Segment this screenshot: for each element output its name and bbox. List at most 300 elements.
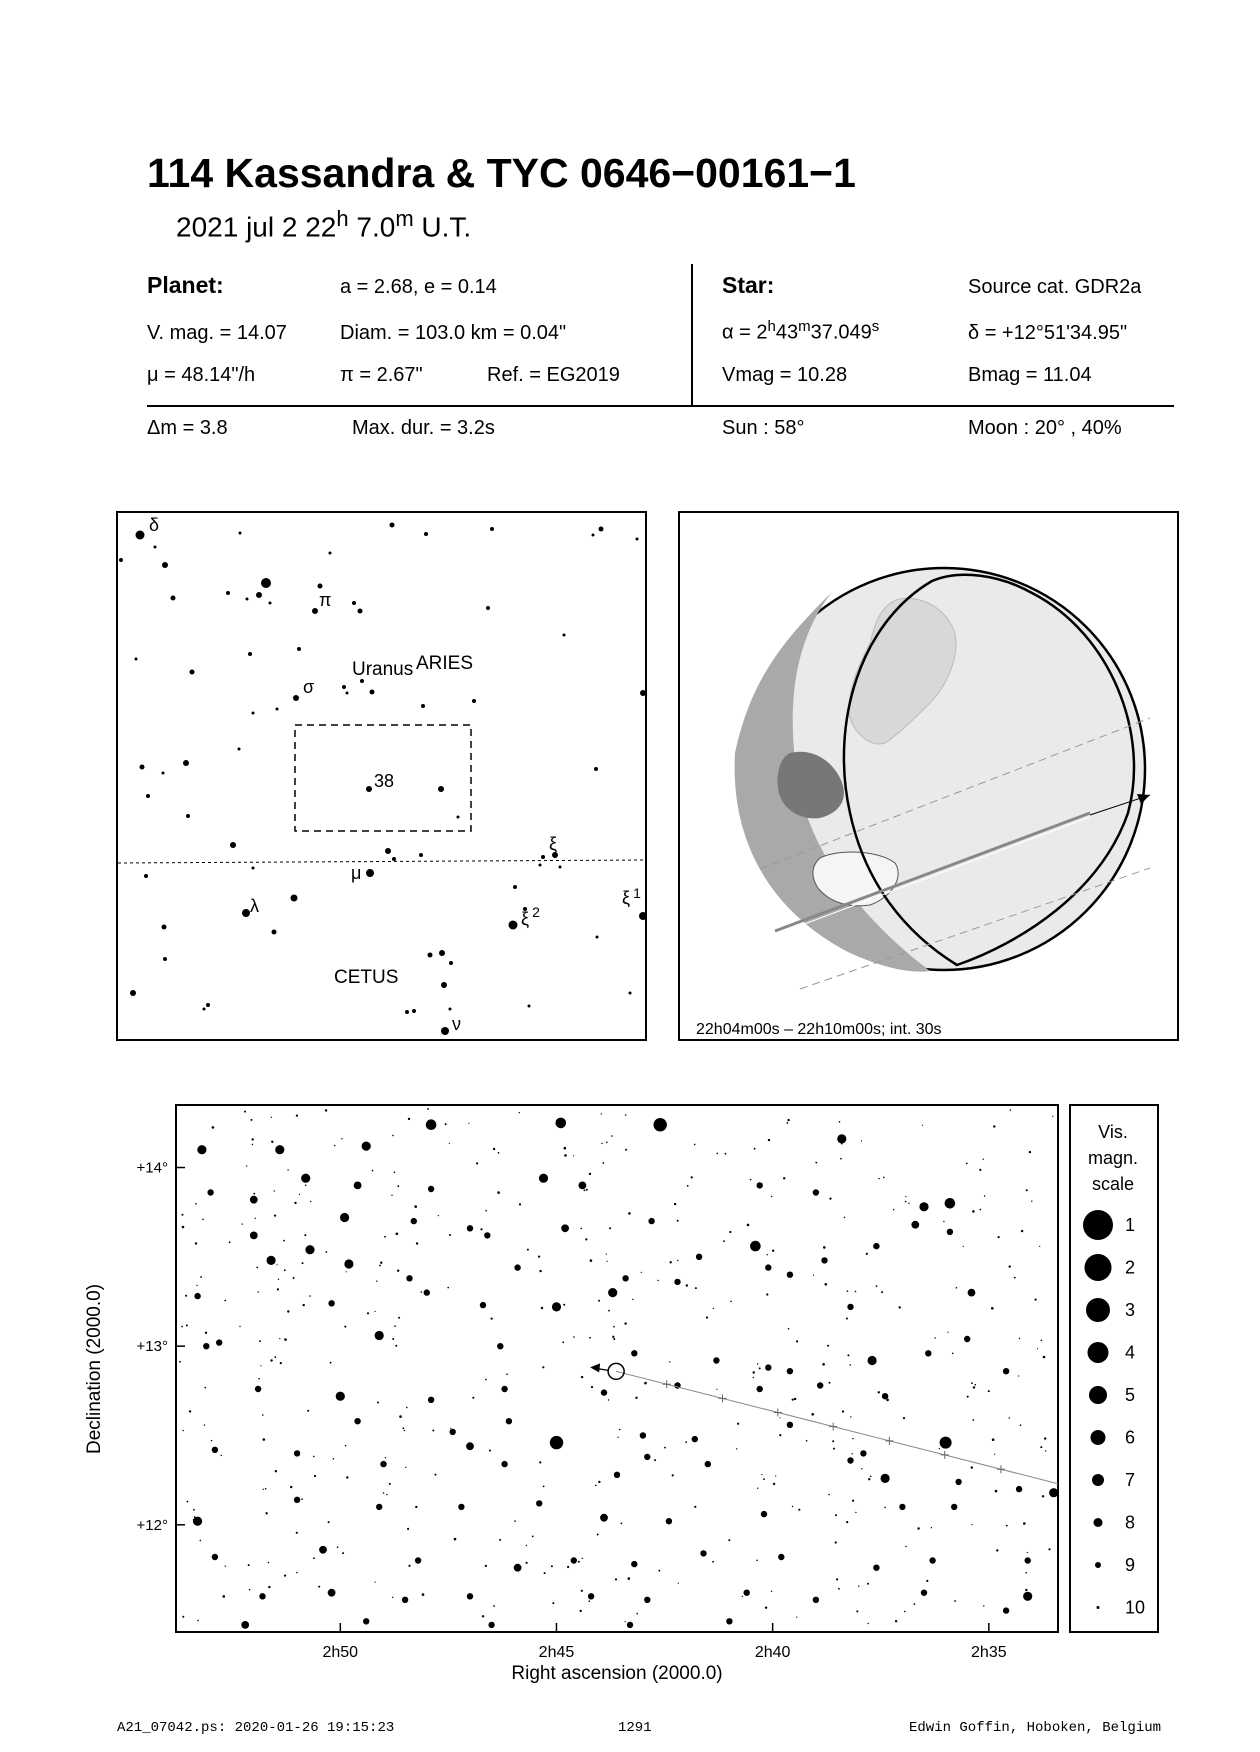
field-star	[726, 1618, 732, 1624]
legend-magnitude-label: 4	[1125, 1342, 1136, 1363]
faint-star	[972, 1524, 973, 1525]
field-star	[259, 1593, 265, 1599]
field-star	[860, 1450, 866, 1456]
field-star	[945, 1198, 956, 1209]
faint-star	[756, 1560, 758, 1562]
field-star	[380, 1461, 386, 1467]
faint-star	[407, 1528, 409, 1530]
faint-star	[395, 1345, 397, 1347]
field-star	[817, 1382, 823, 1388]
faint-star	[931, 1527, 932, 1528]
faint-star	[204, 1424, 205, 1425]
faint-star	[685, 1441, 687, 1443]
faint-star	[421, 1291, 423, 1293]
faint-star	[691, 1176, 693, 1178]
faint-star	[757, 1363, 758, 1364]
faint-star	[635, 1397, 637, 1399]
faint-star	[179, 1361, 181, 1363]
faint-star	[815, 1162, 817, 1164]
faint-star	[712, 1561, 714, 1563]
finder-chart	[116, 511, 647, 1041]
faint-star	[333, 1458, 335, 1460]
earth-globe-svg	[680, 513, 1177, 1039]
faint-star	[716, 1389, 717, 1390]
field-star	[600, 1514, 608, 1522]
faint-star	[1018, 1375, 1019, 1376]
field-star	[744, 1590, 750, 1596]
faint-star	[551, 1565, 553, 1567]
faint-star	[539, 1270, 541, 1272]
field-star	[837, 1134, 846, 1143]
faint-star	[835, 1541, 837, 1543]
faint-star	[713, 1308, 714, 1309]
field-star	[506, 1418, 512, 1424]
faint-star	[926, 1580, 928, 1582]
faint-star	[263, 1438, 266, 1441]
y-tick-label: +14°	[136, 1159, 168, 1177]
faint-star	[287, 1310, 289, 1312]
faint-star	[416, 1242, 418, 1244]
faint-star	[262, 1414, 264, 1416]
faint-star	[742, 1596, 743, 1597]
faint-star	[186, 1324, 188, 1326]
faint-star	[302, 1262, 304, 1264]
faint-star	[202, 1219, 204, 1221]
faint-star	[480, 1228, 482, 1230]
field-star	[501, 1386, 507, 1392]
faint-star	[621, 1523, 623, 1525]
legend-magnitude-label: 2	[1125, 1257, 1136, 1278]
faint-star	[786, 1122, 788, 1124]
faint-star	[983, 1159, 984, 1160]
field-star	[847, 1457, 853, 1463]
field-star	[458, 1504, 464, 1510]
field-star	[241, 1621, 249, 1629]
faint-star	[299, 1194, 300, 1195]
faint-star	[274, 1190, 275, 1191]
faint-star	[641, 1272, 642, 1273]
faint-star	[1048, 1548, 1050, 1550]
field-star	[354, 1182, 362, 1190]
faint-star	[346, 1271, 347, 1272]
legend-title-line2: magn.	[1087, 1148, 1139, 1168]
globe-time-caption: 22h04m00s – 22h10m00s; int. 30s	[696, 1021, 942, 1038]
faint-star	[296, 1572, 298, 1574]
faint-star	[255, 1218, 256, 1219]
field-star	[571, 1557, 577, 1563]
faint-star	[971, 1466, 973, 1468]
faint-star	[847, 1290, 849, 1292]
field-star	[294, 1497, 300, 1503]
faint-star	[468, 1123, 469, 1124]
faint-star	[564, 1154, 567, 1157]
faint-star	[855, 1512, 856, 1513]
faint-star	[280, 1362, 282, 1364]
faint-star	[402, 1427, 404, 1429]
faint-star	[838, 1588, 840, 1590]
faint-star	[939, 1448, 940, 1449]
faint-star	[602, 1162, 604, 1164]
faint-star	[260, 1365, 261, 1366]
faint-star	[725, 1153, 727, 1155]
field-star	[294, 1450, 300, 1456]
footer-page-number: 1291	[618, 1720, 652, 1736]
faint-star	[263, 1489, 264, 1490]
legend-star-dot	[1088, 1342, 1109, 1363]
faint-star	[183, 1430, 184, 1431]
faint-star	[606, 1254, 607, 1255]
faint-star	[398, 1317, 400, 1319]
x-axis-label: Right ascension (2000.0)	[511, 1663, 723, 1684]
faint-star	[657, 1280, 658, 1281]
faint-star	[905, 1196, 906, 1197]
faint-star	[674, 1203, 676, 1205]
faint-star	[847, 1354, 849, 1356]
faint-star	[625, 1114, 627, 1116]
field-star	[765, 1264, 771, 1270]
faint-star	[624, 1322, 626, 1324]
y-axis-label: Declination (2000.0)	[84, 1283, 105, 1455]
faint-star	[1031, 1201, 1032, 1202]
faint-star	[606, 1142, 608, 1144]
faint-star	[325, 1251, 327, 1253]
field-star	[919, 1202, 928, 1211]
field-star	[911, 1221, 919, 1229]
faint-star	[664, 1447, 666, 1449]
star-label-delta: δ	[149, 515, 160, 535]
faint-star	[736, 1448, 737, 1449]
faint-star	[271, 1117, 272, 1118]
faint-star	[828, 1494, 830, 1496]
faint-star	[274, 1356, 276, 1358]
faint-star	[251, 1119, 253, 1121]
faint-star	[754, 1148, 756, 1150]
faint-star	[195, 1203, 197, 1205]
footer-file-info: A21_07042.ps: 2020-01-26 19:15:23	[117, 1720, 395, 1736]
faint-star	[1037, 1348, 1038, 1349]
planet-diameter: Diam. = 103.0 km = 0.04"	[340, 322, 567, 344]
finder-chart-svg	[118, 513, 645, 1039]
faint-star	[438, 1215, 439, 1216]
faint-star	[677, 1260, 678, 1261]
field-star	[402, 1597, 408, 1603]
faint-star	[617, 1437, 618, 1438]
faint-star	[761, 1474, 762, 1475]
faint-star	[678, 1583, 679, 1584]
faint-star	[330, 1362, 332, 1364]
faint-star	[954, 1600, 956, 1602]
field-star	[648, 1218, 654, 1224]
faint-star	[482, 1615, 484, 1617]
faint-star	[543, 1486, 545, 1488]
faint-star	[905, 1546, 906, 1547]
faint-star	[1023, 1522, 1026, 1525]
faint-star	[271, 1141, 273, 1143]
planet-motion: μ = 48.14"/h	[147, 364, 256, 386]
faint-star	[773, 1483, 775, 1485]
faint-star	[485, 1210, 487, 1212]
detail-chart-svg	[84, 1035, 1240, 1725]
field-star	[847, 1304, 853, 1310]
faint-star	[886, 1399, 889, 1402]
faint-star	[472, 1397, 474, 1399]
faint-star	[669, 1361, 670, 1362]
legend-magnitude-label: 1	[1125, 1215, 1136, 1235]
faint-star	[861, 1468, 862, 1469]
field-star	[713, 1357, 719, 1363]
field-star	[765, 1364, 771, 1370]
faint-star	[765, 1607, 767, 1609]
faint-star	[377, 1402, 379, 1404]
faint-star	[763, 1478, 765, 1480]
faint-star	[613, 1338, 615, 1340]
field-star	[363, 1618, 369, 1624]
star-label-mu: μ	[351, 863, 362, 883]
faint-star	[868, 1478, 870, 1480]
faint-star	[1042, 1495, 1044, 1497]
field-star	[501, 1461, 507, 1467]
faint-star	[590, 1259, 593, 1262]
field-star	[1049, 1488, 1058, 1497]
field-star	[964, 1336, 970, 1342]
field-star	[480, 1302, 486, 1308]
faint-star	[1043, 1356, 1046, 1359]
faint-star	[608, 1310, 610, 1312]
faint-star	[375, 1311, 376, 1312]
faint-star	[193, 1519, 194, 1520]
field-star	[873, 1565, 879, 1571]
faint-star	[229, 1241, 231, 1243]
faint-star	[276, 1264, 277, 1265]
faint-star	[389, 1483, 391, 1485]
legend-title-line3: scale	[1091, 1174, 1135, 1194]
faint-star	[578, 1561, 580, 1563]
faint-star	[672, 1474, 674, 1476]
faint-star	[304, 1234, 306, 1236]
constellation-label-aries: ARIES	[416, 653, 474, 674]
star-bmag: Bmag = 11.04	[968, 364, 1092, 386]
faint-star	[952, 1353, 954, 1355]
faint-star	[519, 1203, 521, 1205]
faint-star	[806, 1440, 808, 1442]
faint-star	[963, 1246, 964, 1247]
faint-star	[595, 1485, 597, 1487]
faint-star	[372, 1170, 374, 1172]
legend-magnitude-label: 9	[1125, 1555, 1136, 1575]
star-vmag: Vmag = 10.28	[722, 364, 848, 386]
faint-star	[677, 1220, 679, 1222]
faint-star	[270, 1359, 272, 1361]
faint-star	[514, 1520, 516, 1522]
faint-star	[846, 1521, 848, 1523]
field-star	[488, 1622, 494, 1628]
star-label-lambda: λ	[250, 896, 259, 916]
faint-star	[881, 1291, 883, 1293]
faint-star	[1006, 1525, 1008, 1527]
faint-star	[904, 1611, 906, 1613]
faint-star	[290, 1486, 292, 1488]
faint-star	[619, 1429, 621, 1431]
faint-star	[753, 1377, 754, 1378]
faint-star	[1009, 1417, 1010, 1418]
faint-star	[586, 1189, 588, 1191]
faint-star	[309, 1295, 311, 1297]
faint-star	[303, 1304, 305, 1306]
faint-star	[796, 1617, 797, 1618]
field-star	[787, 1422, 793, 1428]
field-star	[497, 1343, 503, 1349]
faint-star	[305, 1185, 307, 1187]
faint-star	[223, 1595, 226, 1598]
faint-star	[591, 1386, 593, 1388]
faint-star	[325, 1109, 327, 1111]
planet-vmag: V. mag. = 14.07	[147, 322, 287, 344]
star-label-xi: ξ	[549, 834, 558, 854]
sun-elongation: Sun : 58°	[722, 417, 805, 439]
faint-star	[1052, 1116, 1053, 1117]
faint-star	[187, 1501, 189, 1503]
field-star	[550, 1436, 563, 1449]
faint-star	[310, 1201, 311, 1202]
field-star	[467, 1593, 473, 1599]
faint-star	[328, 1521, 330, 1523]
faint-star	[197, 1620, 199, 1622]
faint-star	[861, 1140, 862, 1141]
faint-star	[598, 1481, 600, 1483]
field-star	[750, 1241, 761, 1252]
planet-label-uranus: Uranus	[352, 659, 414, 680]
field-star	[614, 1472, 620, 1478]
faint-star	[408, 1118, 410, 1120]
field-star	[947, 1229, 953, 1235]
faint-star	[996, 1549, 998, 1551]
field-star	[757, 1182, 763, 1188]
field-star	[267, 1256, 276, 1265]
faint-star	[573, 1155, 574, 1156]
faint-star	[581, 1590, 583, 1592]
faint-star	[275, 1470, 277, 1472]
faint-star	[771, 1591, 772, 1592]
earth-globe-panel	[678, 511, 1179, 1041]
faint-star	[313, 1557, 315, 1559]
field-star	[197, 1145, 206, 1154]
faint-star	[181, 1326, 183, 1328]
field-star	[203, 1343, 209, 1349]
faint-star	[296, 1532, 298, 1534]
faint-star	[768, 1139, 770, 1141]
field-star	[212, 1554, 218, 1560]
field-star	[250, 1196, 258, 1204]
faint-star	[182, 1616, 184, 1618]
faint-star	[552, 1602, 554, 1604]
faint-star	[608, 1399, 609, 1400]
faint-star	[794, 1398, 796, 1400]
legend-magnitude-label: 7	[1125, 1470, 1136, 1490]
faint-star	[687, 1185, 689, 1187]
faint-star	[822, 1363, 825, 1366]
field-star	[328, 1589, 336, 1597]
legend-star-dot	[1097, 1606, 1100, 1609]
faint-star	[829, 1382, 831, 1384]
faint-star	[1025, 1572, 1027, 1574]
faint-star	[1044, 1437, 1046, 1439]
faint-star	[567, 1566, 569, 1568]
faint-star	[283, 1240, 285, 1242]
field-star	[787, 1272, 793, 1278]
faint-star	[449, 1234, 451, 1236]
faint-star	[694, 1506, 696, 1508]
faint-star	[723, 1240, 725, 1242]
star-heading: Star:	[722, 272, 775, 298]
faint-star	[1045, 1450, 1046, 1451]
field-star	[561, 1224, 569, 1232]
field-star	[428, 1397, 434, 1403]
faint-star	[895, 1620, 897, 1622]
faint-star	[384, 1236, 386, 1238]
field-star	[696, 1254, 702, 1260]
faint-star	[392, 1338, 394, 1340]
faint-star	[868, 1623, 869, 1624]
field-star	[1016, 1486, 1022, 1492]
faint-star	[1021, 1230, 1023, 1232]
faint-star	[449, 1143, 450, 1144]
legend-star-dot	[1085, 1254, 1112, 1281]
field-star	[375, 1331, 384, 1340]
legend-title-line1: Vis.	[1098, 1122, 1128, 1142]
faint-star	[694, 1144, 696, 1146]
faint-star	[485, 1565, 487, 1567]
faint-star	[318, 1586, 320, 1588]
faint-star	[972, 1210, 975, 1213]
faint-star	[967, 1396, 969, 1398]
faint-star	[296, 1115, 298, 1117]
faint-star	[294, 1202, 296, 1204]
field-star	[692, 1436, 698, 1442]
field-star	[344, 1259, 353, 1268]
field-star	[666, 1518, 672, 1524]
faint-star	[1025, 1589, 1027, 1591]
faint-star	[394, 1172, 396, 1174]
field-star	[450, 1429, 456, 1435]
faint-star	[212, 1126, 215, 1129]
faint-star	[1035, 1299, 1037, 1301]
faint-star	[737, 1423, 739, 1425]
planet-reference: Ref. = EG2019	[487, 364, 620, 386]
faint-star	[344, 1326, 346, 1328]
faint-star	[405, 1467, 406, 1468]
field-star	[622, 1275, 628, 1281]
faint-star	[301, 1498, 303, 1500]
faint-star	[182, 1214, 184, 1216]
legend-star-dot	[1095, 1562, 1101, 1568]
faint-star	[589, 1173, 591, 1175]
field-star	[940, 1437, 952, 1449]
faint-star	[878, 1178, 879, 1179]
faint-star	[728, 1539, 730, 1541]
faint-star	[835, 1514, 837, 1516]
faint-star	[581, 1376, 583, 1378]
faint-star	[499, 1539, 501, 1541]
faint-star	[346, 1476, 348, 1478]
faint-star	[415, 1506, 417, 1508]
y-tick-label: +13°	[136, 1338, 168, 1356]
faint-star	[539, 1461, 541, 1463]
faint-star	[396, 1233, 399, 1236]
faint-star	[850, 1416, 851, 1417]
faint-star	[1027, 1552, 1028, 1553]
faint-star	[194, 1516, 196, 1518]
faint-star	[248, 1564, 250, 1566]
